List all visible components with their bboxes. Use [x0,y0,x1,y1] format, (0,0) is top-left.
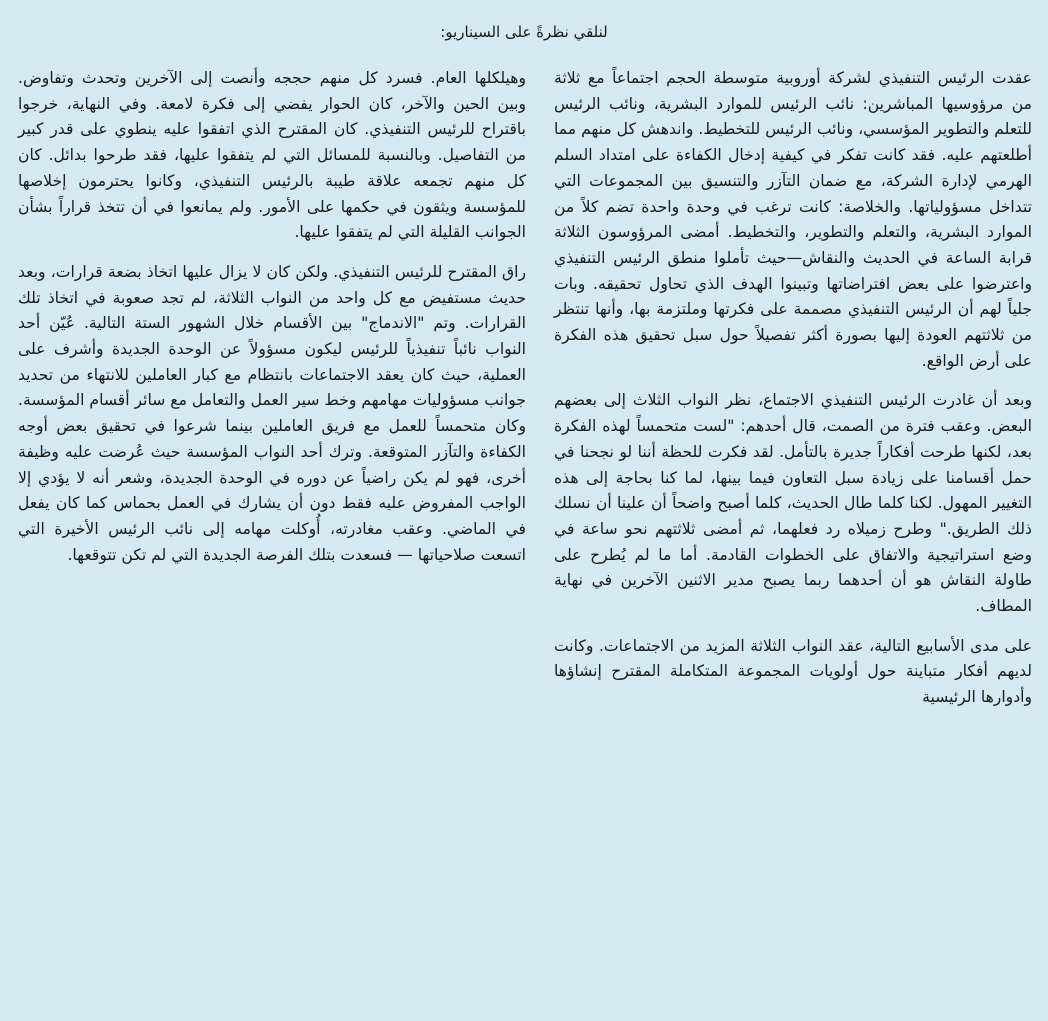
paragraph-3: على مدى الأسابيع التالية، عقد النواب الثلاثة المزيد من الاجتماعات. وكانت لديهم أفكار متباينة حول أولويات المجموعة المتكاملة المقترح إنشاؤها وأدوارها الرئيسية [554,636,1032,707]
paragraph-5: راق المقترح للرئيس التنفيذي. ولكن كان لا يزال عليها اتخاذ بضعة قرارات، وبعد حديث مستفيض مع كل واحد من النواب الثلاثة، لم تجد صعوبة في اتخاذ تلك القرارات. وتم "الاندماج" بين الأقسام خلال الشهور الستة التالية. عُيّن أحد النواب نائباً تنفيذياً للرئيس ليكون مسؤولاً عن الوحدة الجديدة وأشرف على العملية، حيث كان يعقد الاجتماعات بانتظام مع كبار العاملين للانتهاء من تحديد جوانب مسؤوليات مهامهم وخط سير العمل والتعامل مع سائر أقسام المؤسسة. وكان متحمساً للعمل مع فريق العاملين بينما شرعوا في تحقيق بعض أوجه الكفاءة والتآزر المتوقعة. وترك أحد النواب المؤسسة حيث عُرضت عليه وظيفة أخرى، فهو لم يكن راضياً عن دوره في الوحدة الجديدة، وشعر أنه لا يؤدي إلا الواجب المفروض عليه فقط دون أن يشارك في العمل بحماس كما كان يفعل في الماضي. وعقب مغادرته، أُوكلت مهامه إلى نائب الرئيس الأخيرة التي اتسعت صلاحياتها — فسعدت بتلك الفرصة الجديدة التي لم تكن تتوقعها. [18,262,526,564]
text-column-right [554,66,1032,725]
text-column-left [18,66,526,582]
intro-heading: لنلقي نظرةً على السيناريو: [440,23,608,41]
paragraph-2: وبعد أن غادرت الرئيس التنفيذي الاجتماع، نظر النواب الثلاث إلى بعضهم البعض. وعقب فترة من الصمت، قال أحدهم: "لست متحمساً لهذه الفكرة بعد، لكنها طرحت أفكاراً جديرة بالتأمل. لقد فكرت للحظة أننا لو نجحنا في حمل أقسامنا على زيادة سبل التعاون فيما بينها، لما كنا بحاجة إلى هذه التغيير المهول. لكنا كلما طال الحديث، كلما أصبح واضحاً أن علينا أن نسلك ذلك الطريق." وطرح زميلاه رد فعلهما، ثم أمضى ثلاثتهم نحو ساعة في وضع استراتيجية والاتفاق على الخطوات القادمة. أما ما لم يُطرح على طاولة النقاش هو أن أحدهما ربما يصبح مدير الاثنين الآخرين في نهاية المطاف. [554,391,1032,616]
paragraph-1: عقدت الرئيس التنفيذي لشركة أوروبية متوسطة الحجم اجتماعاً مع ثلاثة من مرؤوسيها المباشرين: نائب الرئيس للموارد البشرية، ونائب الرئيس للتعلم والتطوير المؤسسي، ونائب الرئيس للتخطيط. واندهش كل منهم مما أطلعتهم عليه. فقد كانت تفكر في كيفية إدخال الكفاءة على امتداد السلم الهرمي لإدارة الشركة، مع ضمان التآزر والتنسيق بين المجموعات التي تتداخل مسؤولياتها. والخلاصة: كانت ترغب في وحدة واحدة تضم كلاً من الموارد البشرية، والتعلم والتطوير، والتخطيط. أمضى المرؤوسون الثلاثة قرابة الساعة في الحديث والنقاش—حيث تأملوا منطق الرئيس التنفيذي واعترضوا على بعض افتراضاتها وتبينوا الهدف الذي تحاول تحقيقه. وبات جلياً لهم أن الرئيس التنفيذي مصممة على فكرتها وملتزمة بها، وأنها تنتظر من ثلاثتهم العودة إليها بصورة أكثر تفصيلاً حول سبل تحقيق هذه الفكرة على أرض الواقع. [554,69,1032,370]
paragraph-4: وهيلكلها العام. فسرد كل منهم حججه وأنصت إلى الآخرين وتحدث وتفاوض. وبين الحين والآخر، كان الحوار يفضي إلى فكرة لامعة. وفي النهاية، خرجوا باقتراح للرئيس التنفيذي. كان المقترح الذي اتفقوا عليه ينطوي على قدر كبير من التفاصيل. وبالنسبة للمسائل التي لم يتفقوا عليها، فقد طرحوا بدائل. كان كل منهم تجمعه علاقة طيبة بالرئيس التنفيذي، وكانوا يحترمون إخلاصها للمؤسسة ويثقون في حكمها على الأمور. ولم يمانعوا في أن تتخذ قراراً بشأن الجوانب القليلة التي لم يتفقوا عليها. [18,69,526,242]
